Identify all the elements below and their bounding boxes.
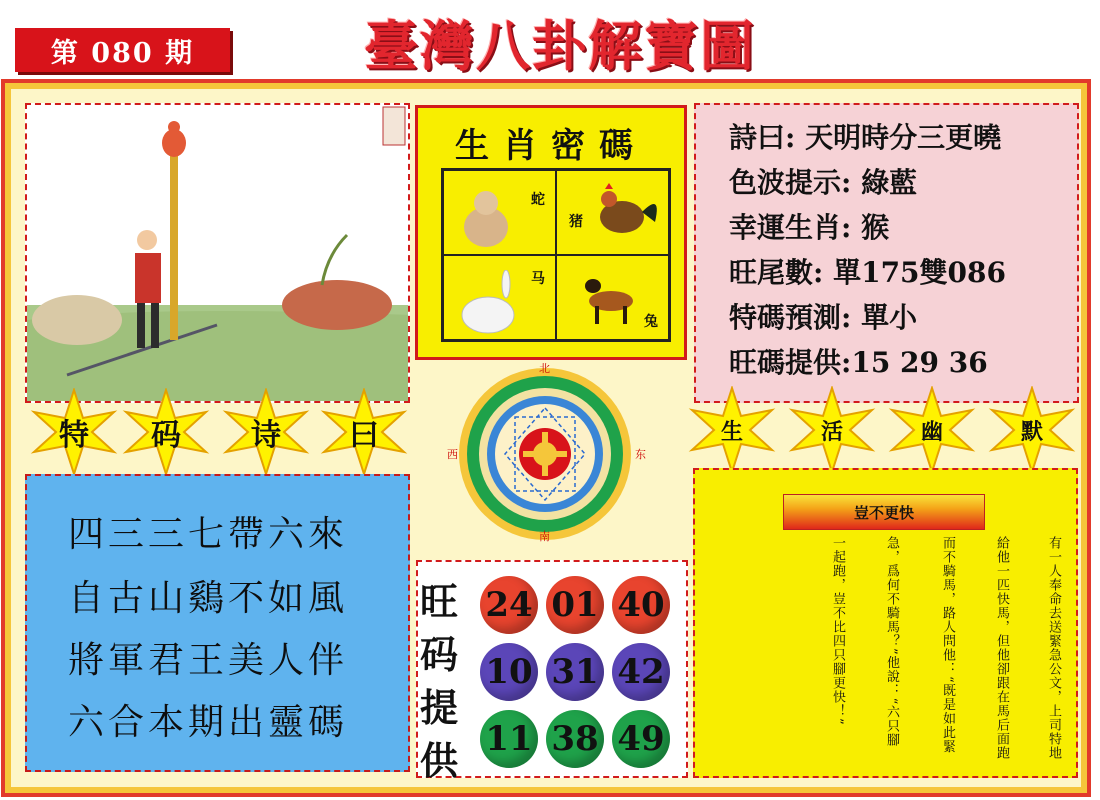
story-column: 給他一匹快馬，但他卻跟在馬后面跑 [994,536,1009,760]
star-badge [886,386,978,474]
zodiac-cell [556,170,669,255]
info-line-prediction: 特碼預測: 單小 [729,301,918,334]
zodiac-cell [443,170,556,255]
number-ball: 11 [480,710,538,768]
issue-badge: 第 080 期 [15,28,230,72]
number-ball: 38 [546,710,604,768]
compass-north: 北 [539,362,550,375]
zodiac-cell [556,255,669,340]
number-ball: 40 [612,576,670,634]
zodiac-label: 蛇 [531,192,545,208]
poem-line: 六合本期出靈碼 [68,702,349,743]
poem-line: 四三三七帶六來 [68,514,349,555]
star-text: 生 [720,418,743,445]
story-column: 而不騎馬，路人問他：“既是如此緊 [940,536,955,754]
story-title: 豈不更快 [783,494,985,530]
star-text: 曰 [349,418,379,453]
number-ball: 42 [612,643,670,701]
number-ball: 01 [546,576,604,634]
compass-west: 西 [447,448,458,461]
star-badge [686,386,778,474]
star-badge [318,388,410,476]
star-text: 活 [820,418,843,445]
zodiac-grid [441,168,671,342]
lucky-numbers-label: 旺码提供 [420,579,459,783]
star-text: 默 [1020,418,1043,445]
number-ball: 24 [480,576,538,634]
zodiac-code-panel [415,105,687,360]
zodiac-label: 马 [531,271,545,287]
star-text: 码 [151,418,181,453]
zodiac-cell [443,255,556,340]
bagua-compass [445,362,660,542]
star-text: 幽 [920,418,943,445]
compass-east: 东 [635,448,646,461]
info-line-numbers: 旺碼提供:15 29 36 [729,346,988,379]
page-title: 臺灣八卦解寶圖 [364,14,756,78]
poem-line: 將軍君王美人伴 [68,640,349,681]
illustration-panel [25,103,410,403]
info-line-poem: 詩曰: 天明時分三更曉 [729,121,1002,154]
zodiac-title: 生肖密碼 [455,126,647,166]
story-column: 急，爲何不騎馬？”他說：“六只腳 [884,536,899,748]
star-text: 诗 [251,418,281,453]
number-ball: 10 [480,643,538,701]
star-badge [986,386,1078,474]
star-badge [120,388,212,476]
story-column: 有一人奉命去送緊急公文，上司特地 [1046,536,1061,760]
info-line-zodiac: 幸運生肖: 猴 [729,211,890,244]
rooster-icon [587,177,667,247]
zodiac-label: 兔 [644,314,658,330]
star-text: 特 [59,418,89,453]
poem-line: 自古山鷄不如風 [68,578,349,619]
number-ball: 49 [612,710,670,768]
rabbit-icon [456,270,536,340]
monkey-icon [456,185,546,255]
bagua-compass-icon [445,362,660,542]
man-with-pole-illustration [27,105,410,403]
star-badge [220,388,312,476]
story-column: 一起跑，豈不比四只腳更快！” [830,536,845,726]
info-line-color: 色波提示: 綠藍 [729,166,918,199]
zodiac-label: 猪 [569,214,583,230]
number-ball: 31 [546,643,604,701]
compass-south: 南 [539,530,550,543]
dog-icon [575,266,655,336]
star-badge [786,386,878,474]
star-badge [28,388,120,476]
info-line-tail: 旺尾數: 單175雙086 [729,256,1006,289]
